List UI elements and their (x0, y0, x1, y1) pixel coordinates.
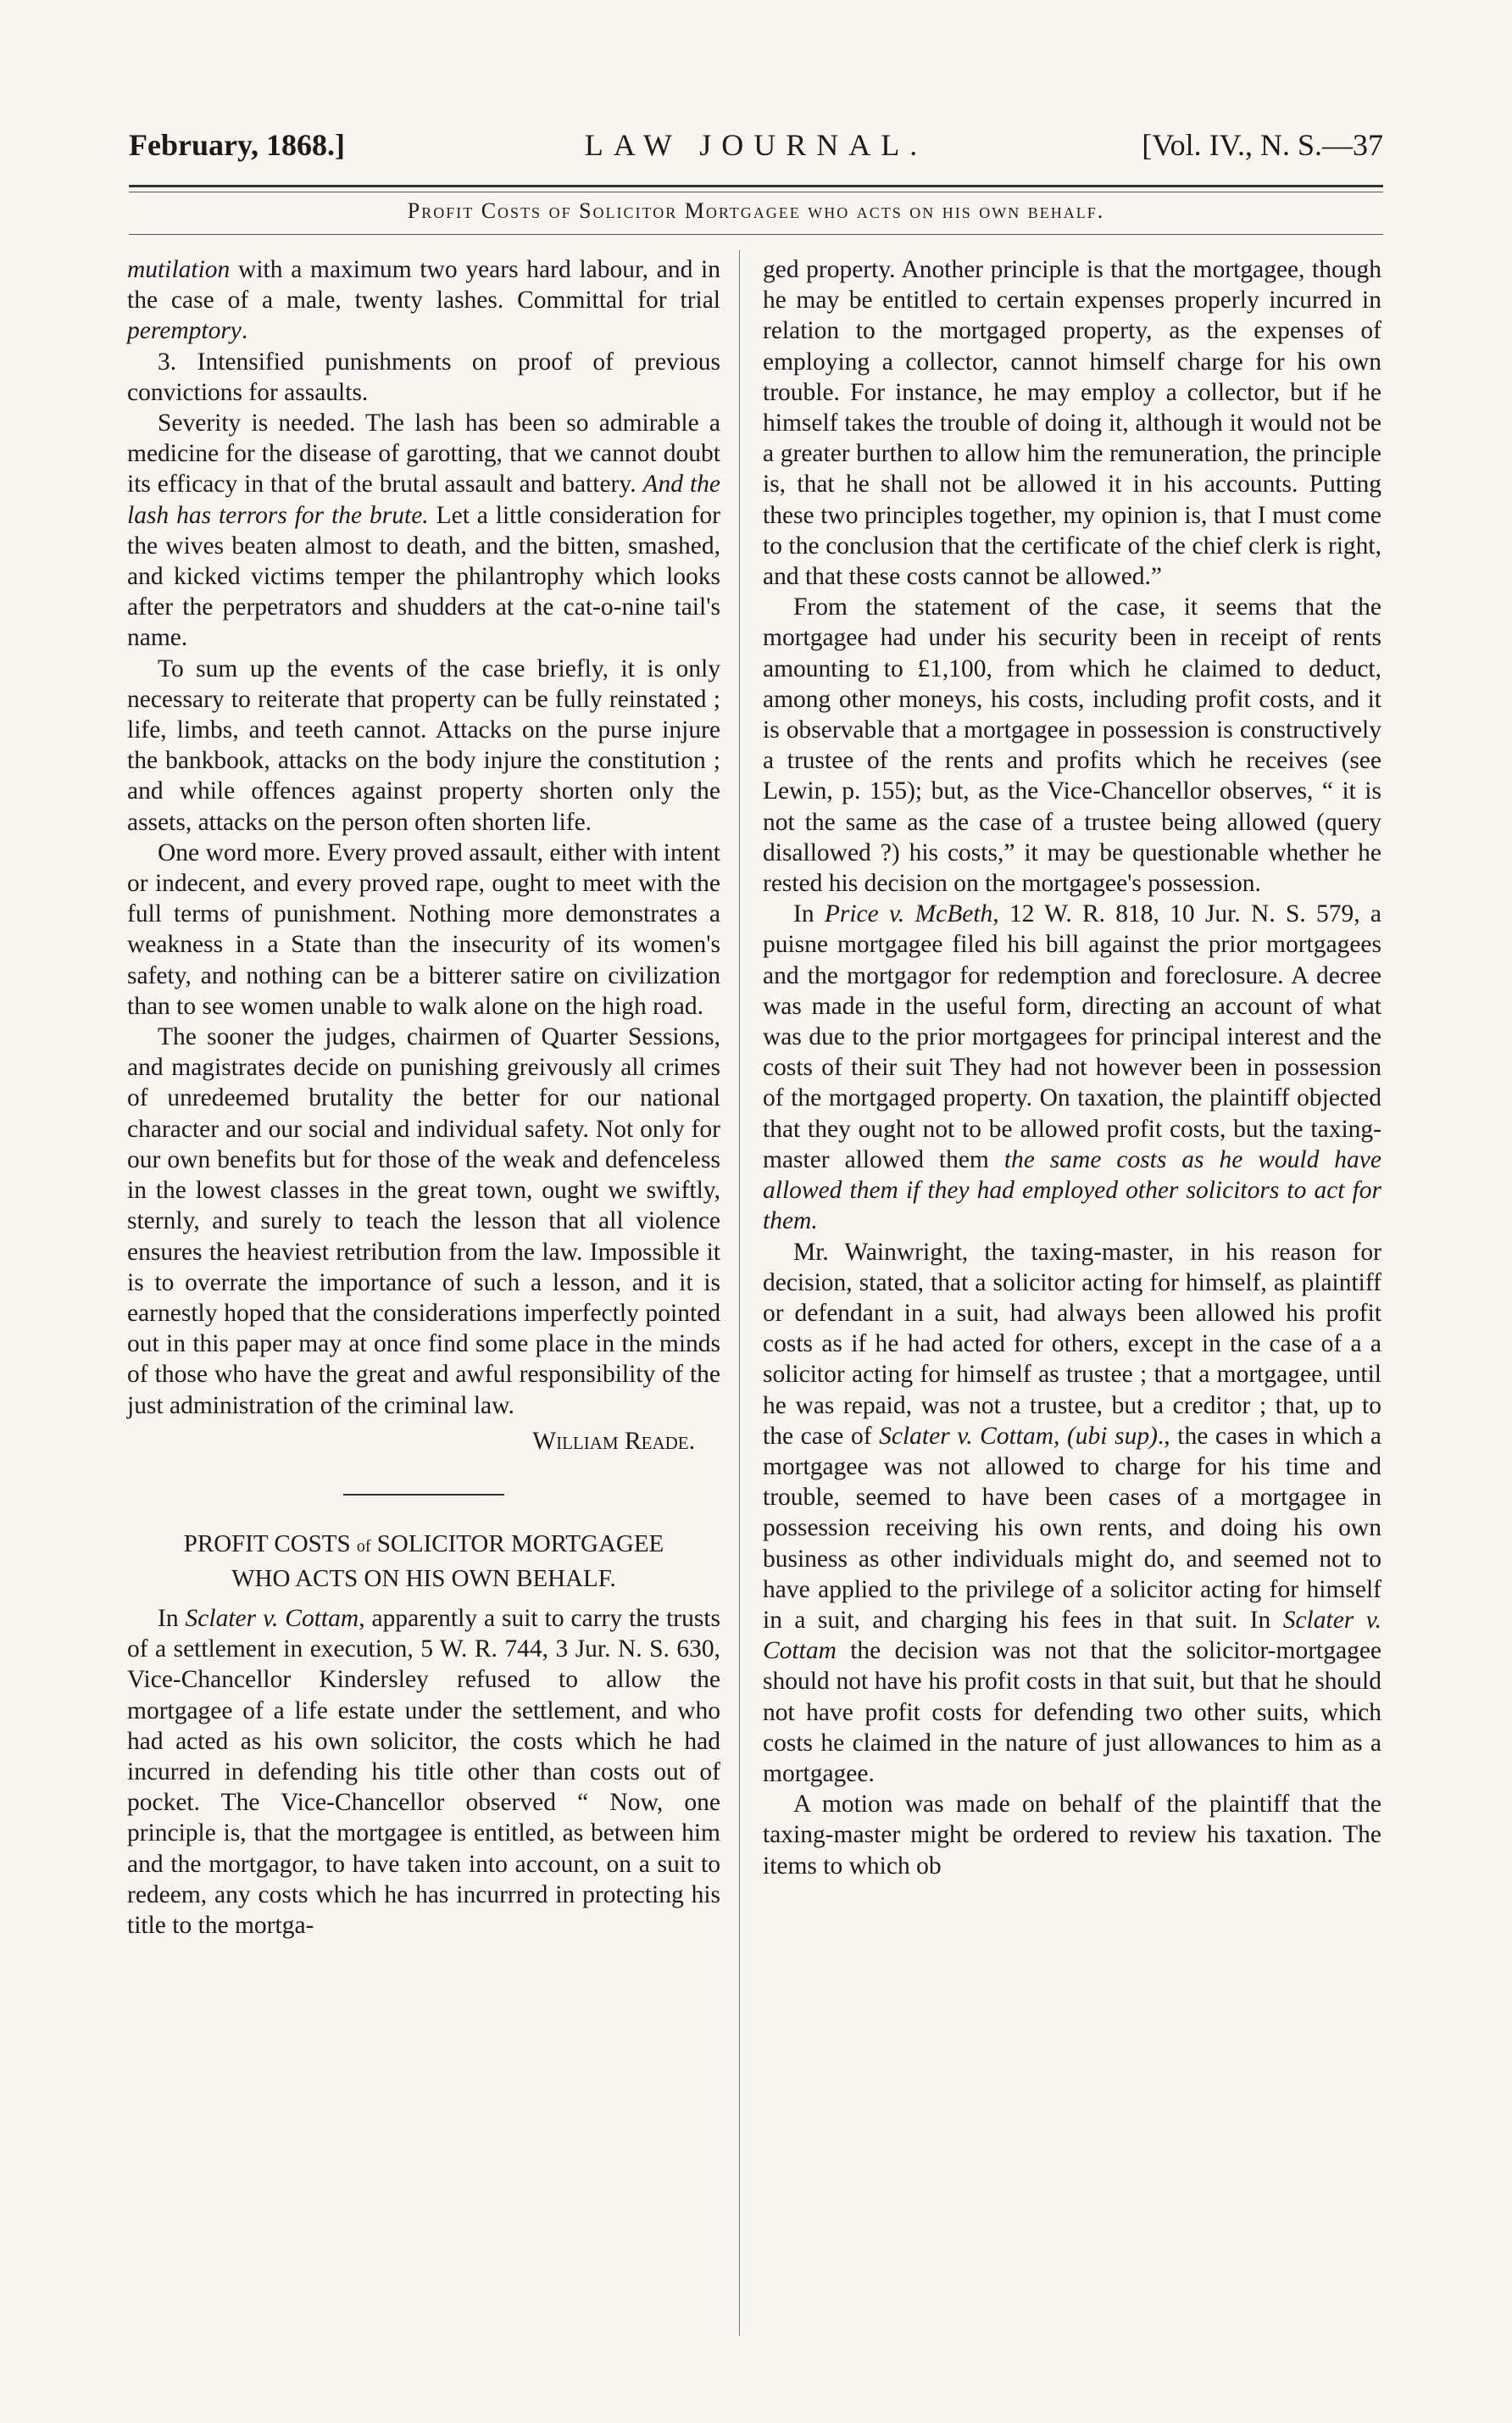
left-column (127, 254, 720, 1941)
running-header (129, 127, 1383, 178)
paragraph: A motion was made on behalf of the plaintiff that the taxing-master might be ordered to review his taxation. The items to which ob (763, 1791, 1381, 1880)
paragraph: ged property. Another principle is that the mortgagee, though he may be entitled to certain expenses properly incurred in relation to the mortgaged property, as the expenses of employing a collector, cannot himself charge for his own trouble. For instance, he may employ a collector, but if he himself takes the trouble of doing it, although it would not be a greater burthen to allow him the remuneration, the principle is, that he shall not be allowed it in his accounts. Putting these two principles together, my opinion is, that I must come to the conclusion that the certificate of the chief clerk is right, and that these costs cannot be allowed.” (763, 256, 1381, 591)
article-separator (343, 1494, 504, 1496)
header-volume: [Vol. IV., N. S.—37 (1142, 128, 1383, 162)
text: In (793, 900, 825, 928)
case-name: Sclater v. Cottam (763, 1606, 1381, 1665)
case-name: Price v. McBeth (824, 900, 993, 928)
paragraph: 3. Intensified punishments on proof of previous convictions for assaults. (127, 348, 720, 406)
section-subheading: Profit Costs of Solicitor Mortgagee who acts on his own behalf. (407, 198, 1105, 223)
case-name: Sclater v. Cottam (185, 1604, 359, 1632)
text: Let a little consideration for the wives beaten almost to death, and the bitten, smashed, and kicked victims temper the philantrophy which looks after the perpetrators and shudders at the cat-o-nine tail's name. (127, 501, 720, 652)
article-title (127, 1528, 720, 1595)
text: ., the cases in which a mortgagee was not allowed to charge for his time and trouble, seemed to have been cases of a mortgagee in possession receiving his own rents, and doing his own business as other individuals might do, and seemed not to have applied to the privilege of a solicitor acting for himself in a suit, and charging his fees in that suit. In (763, 1422, 1381, 1634)
journal-title: LAW JOURNAL. (584, 128, 928, 162)
text: the decision was not that the solicitor-mortgagee should not have his profit costs in that suit, but that he should not have profit costs for defending two other suits, which costs he claimed in the nature of just allowances to him as a mortgagee. (763, 1637, 1381, 1787)
subhead-rule (129, 234, 1383, 235)
text: Severity is needed. The lash has been so admirable a medicine for the disease of garotting, that we cannot doubt its efficacy in that of the brutal assault and battery. (127, 409, 720, 499)
emphasis: peremptory (127, 317, 242, 345)
emphasis: the same costs as he would have allowed them if they had employed other solicitors to act for them. (763, 1145, 1381, 1235)
emphasis: mutilation (127, 256, 231, 283)
text: SOLICITOR MORTGAGEE (370, 1529, 664, 1557)
column-divider (739, 250, 740, 2336)
text: PROFIT COSTS (183, 1529, 357, 1557)
text: , 12 W. R. 818, 10 Jur. N. S. 579, a puisne mortgagee filed his bill against the prior mortgagees and the mortgagor for redemption and foreclosure. A decree was made in the useful form, directing an account of what was due to the prior mortgagees for principal interest and the costs of their suit They had not however been in possession of the mortgaged property. On taxation, the plaintiff objected that they ought not to be allowed profit costs, but the taxing-master allowed them (763, 900, 1382, 1173)
emphasis: And the lash has terrors for the brute. (127, 471, 721, 529)
paragraph (763, 899, 1381, 1236)
right-column (763, 254, 1381, 1881)
text: of (356, 1536, 371, 1556)
paragraph (763, 1237, 1381, 1790)
text: WHO ACTS ON HIS OWN BEHALF. (231, 1564, 616, 1592)
text: , apparently a suit to carry the trusts of a settlement in execution, 5 W. R. 744, 3 Jur. N. S. 630, Vice-Chancellor Kindersley refused to allow the mortgagee of a life estate under the settlement, and who had acted as his own solicitor, the costs which he had incurred in defending his title other than costs out of pocket. The Vice-Chancellor observed “ Now, one principle is, that the mortgagee is entitled, as between him and the mortgagor, to have taken into account, on a suit to redeem, any costs which he has incurrred in protecting his title to the mortga- (127, 1604, 720, 1939)
text: . (241, 317, 248, 345)
case-name: Sclater v. Cottam, (ubi sup) (879, 1422, 1158, 1450)
paragraph (127, 1603, 720, 1941)
header-date: February, 1868.] (129, 128, 345, 162)
paragraph: From the statement of the case, it seems that the mortgagee had under his security been in receipt of rents amounting to £1,100, from which he claimed to deduct, among other moneys, his costs, including profit costs, and it is observable that a mortgagee in possession is constructively a trustee of the rents and profits which he receives (see Lewin, p. 155); but, as the Vice-Chancellor observes, “ it is not the same as the case of a trustee being allowed (query disallowed ?) his costs,” it may be questionable whether he rested his decision on the mortgagee's possession. (763, 593, 1381, 898)
text: Mr. Wainwright, the taxing-master, in his reason for decision, stated, that a solicitor acting for himself, as plaintiff or defendant in a suit, had always been allowed his profit costs as if he had acted for others, except in the case of a a solicitor acting for himself as trustee ; that a mortgagee, until he was repaid, was not a trustee, but a creditor ; that, up to the case of (763, 1238, 1381, 1450)
header-rule (129, 185, 1383, 187)
paragraph (127, 254, 720, 347)
paragraph (127, 408, 720, 654)
paragraph: One word more. Every proved assault, either with intent or indecent, and every proved rape, ought to meet with the full terms of punishment. Nothing more demonstrates a weakness in a State than the insecurity of its women's safety, and nothing can be a bitterer satire on civilization than to see women unable to walk alone on the high road. (127, 838, 720, 1020)
text: In (158, 1604, 186, 1632)
author-signature: William Reade. (532, 1427, 695, 1455)
paragraph: To sum up the events of the case briefly, it is only necessary to reiterate that property can be fully reinstated ; life, limbs, and teeth cannot. Attacks on the purse injure the bankbook, attacks on the body injure the constitution ; and while offences against property shorten only the assets, attacks on the person often shorten life. (127, 654, 720, 836)
paragraph: The sooner the judges, chairmen of Quarter Sessions, and magistrates decide on punishing greivously all crimes of unredeemed brutality the better for our national character and our social and individual safety. Not only for our own benefits but for those of the weak and defenceless in the lowest classes in the great town, ought we swiftly, sternly, and surely to teach the lesson that all violence ensures the heaviest retribution from the law. Impossible it is to overrate the importance of such a lesson, and it is earnestly hoped that the considerations imperfectly pointed out in this paper may at once find some place in the minds of those who have the great and awful responsibility of the just administration of the criminal law. (127, 1023, 720, 1419)
text: with a maximum two years hard labour, and in the case of a male, twenty lashes. Committal for trial (127, 256, 720, 315)
